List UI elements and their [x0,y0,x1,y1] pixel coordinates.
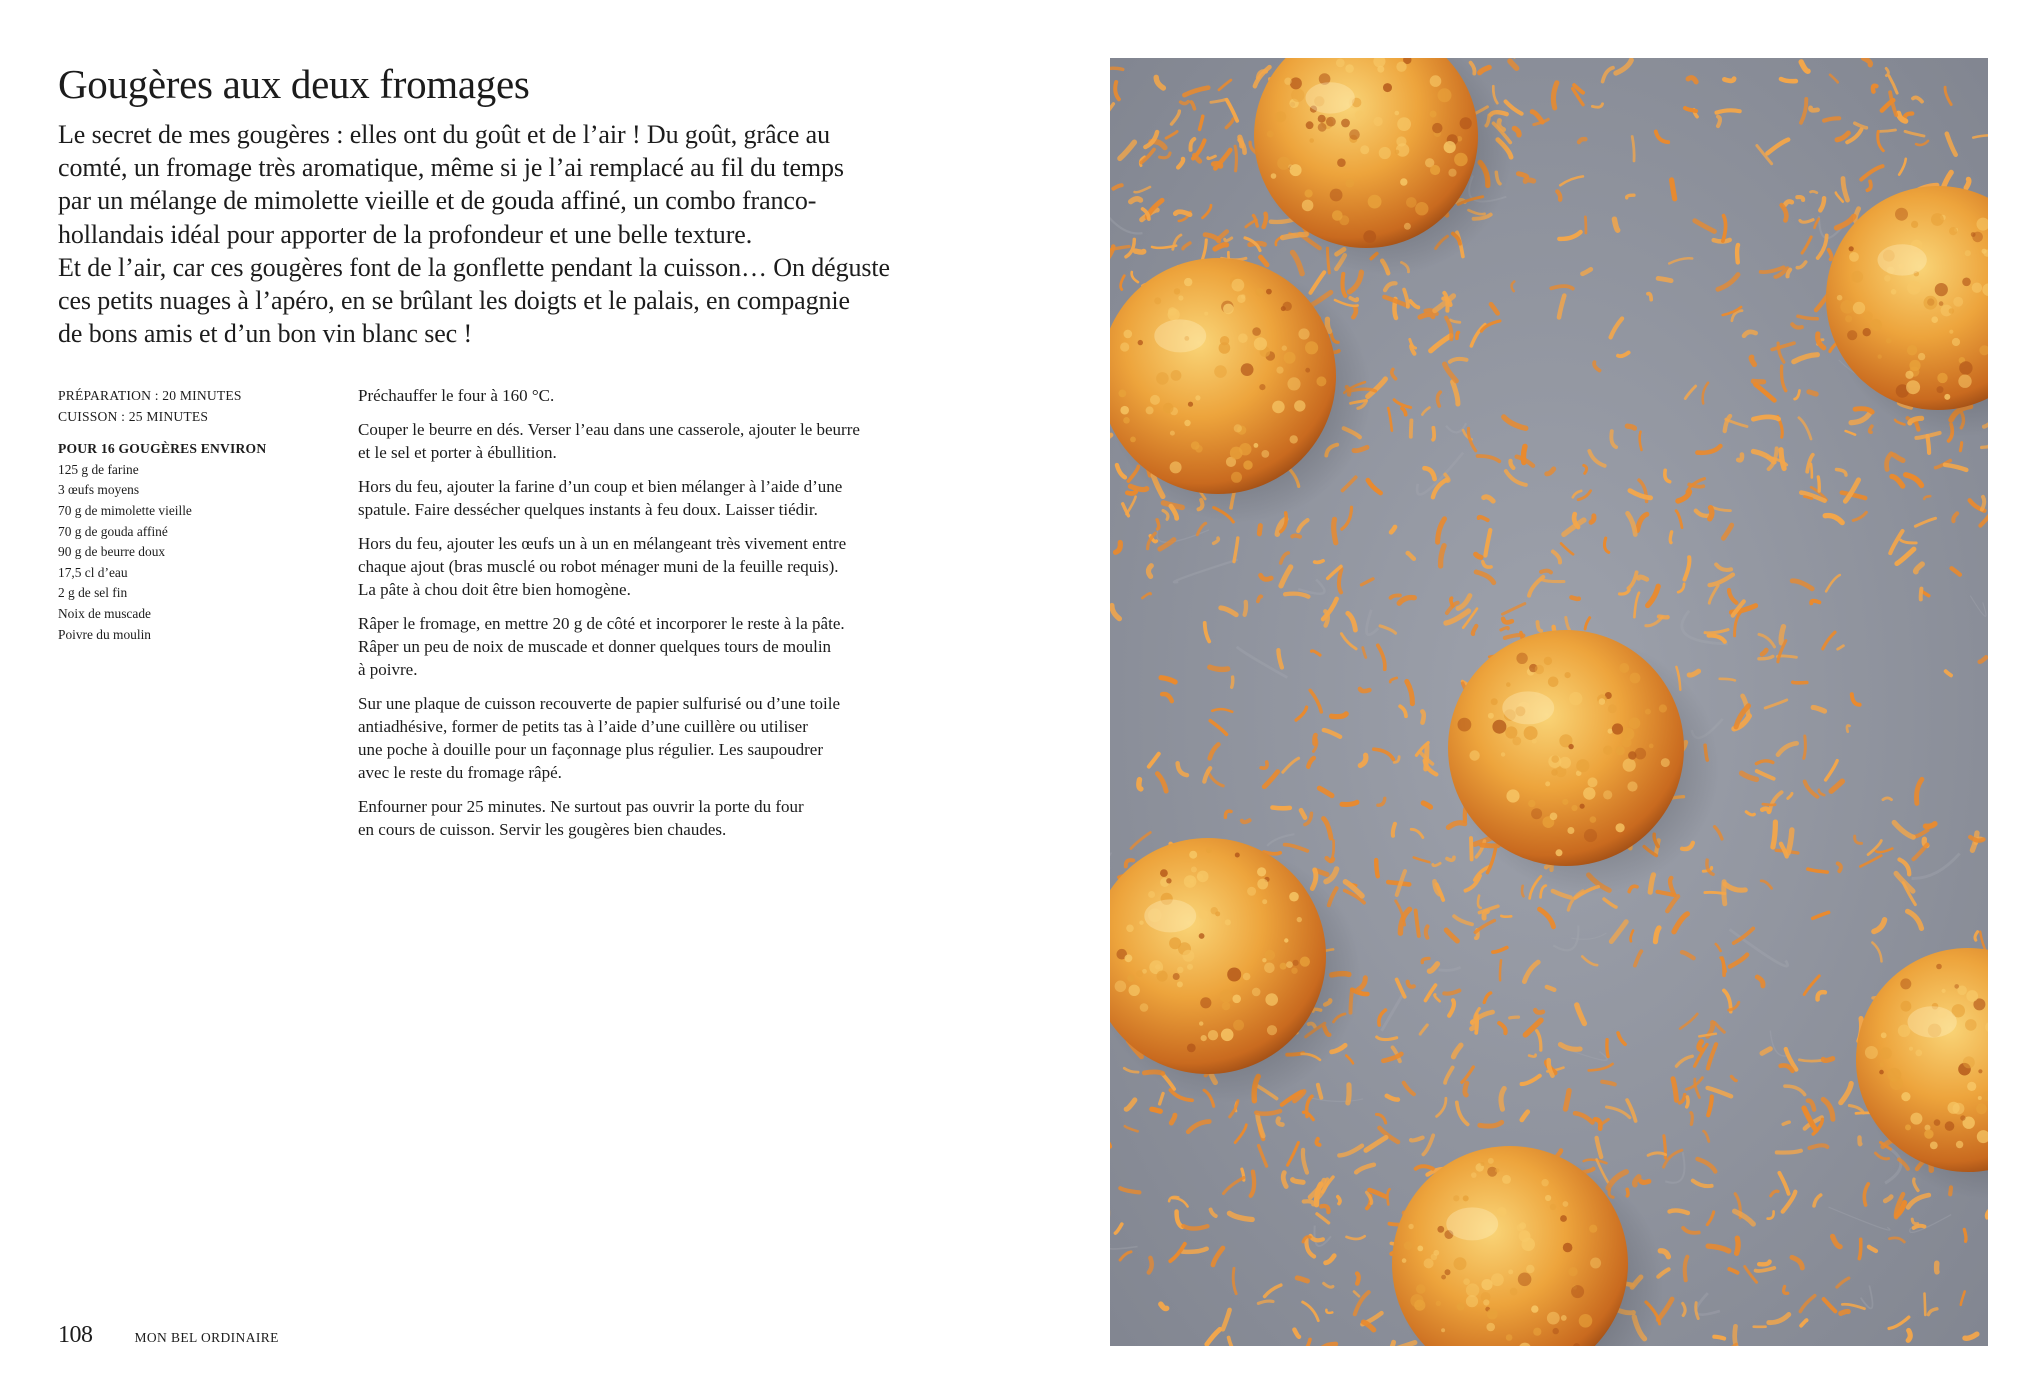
ingredient-item: 2 g de sel fin [58,585,128,601]
recipe-steps [358,384,958,852]
intro-line: Et de l’air, car ces gougères font de la gonflette pendant la cuisson… On déguste [58,252,890,282]
ingredient-item: 3 œufs moyens [58,482,140,498]
step-line: Couper le beurre en dés. Verser l’eau dans une casserole, ajouter le beurre [358,420,860,439]
step-line: à poivre. [358,660,418,679]
recipe-title: Gougères aux deux fromages [58,61,530,107]
step-line: une poche à douille pour un façonnage plus régulier. Les saupoudrer [358,740,823,759]
ingredient-item: 125 g de farine [58,461,139,477]
intro-line: comté, un fromage très aromatique, même si je l’ai remplacé au fil du temps [58,153,844,183]
intro-line: par un mélange de mimolette vieille et de gouda affiné, un combo franco- [58,186,817,216]
page-footer [58,1322,279,1352]
recipe-step [358,475,958,521]
step-line: La pâte à chou doit être bien homogène. [358,580,631,599]
step-line: Enfourner pour 25 minutes. Ne surtout pas ouvrir la porte du four [358,797,804,816]
recipe-step [358,384,958,407]
step-line: Préchauffer le four à 160 °C. [358,386,555,405]
intro-line: hollandais idéal pour apporter de la profondeur et une belle texture. [58,219,753,249]
ingredient-list [58,460,338,645]
page-number: 108 [58,1322,93,1348]
gougeres-photo-illustration [1110,58,1988,1346]
recipe-step [358,795,958,841]
recipe-meta [58,386,338,645]
step-line: Hors du feu, ajouter la farine d’un coup et bien mélanger à l’aide d’une [358,477,843,496]
ingredient-item: 70 g de mimolette vieille [58,502,192,518]
cooking-time: CUISSON : 25 MINUTES [58,408,209,424]
ingredient-item: 17,5 cl d’eau [58,564,128,580]
intro-line: ces petits nuages à l’apéro, en se brûlant les doigts et le palais, en compagnie [58,286,850,316]
recipe-step [358,532,958,601]
step-line: avec le reste du fromage râpé. [358,763,562,782]
preparation-time: PRÉPARATION : 20 MINUTES [58,388,242,403]
intro-line: de bons amis et d’un bon vin blanc sec ! [58,319,473,349]
recipe-step [358,418,958,464]
ingredient-item: Noix de muscade [58,605,151,621]
recipe-yield: POUR 16 GOUGÈRES ENVIRON [58,441,267,457]
gougeres-photo [1110,58,1988,1346]
recipe-step [358,612,958,681]
book-title: MON BEL ORDINAIRE [134,1330,279,1345]
step-line: antiadhésive, former de petits tas à l’aide d’une cuillère ou utiliser [358,717,808,736]
step-line: en cours de cuisson. Servir les gougères bien chaudes. [358,820,727,839]
intro-line: Le secret de mes gougères : elles ont du goût et de l’air ! Du goût, grâce au [58,120,831,149]
step-line: Sur une plaque de cuisson recouverte de papier sulfurisé ou d’une toile [358,694,840,713]
recipe-intro [58,118,958,350]
step-line: chaque ajout (bras musclé ou robot ménager muni de la feuille requis). [358,557,839,576]
ingredient-item: Poivre du moulin [58,626,151,642]
ingredient-item: 90 g de beurre doux [58,544,166,560]
step-line: et le sel et porter à ébullition. [358,443,557,462]
recipe-step [358,692,958,784]
step-line: Râper le fromage, en mettre 20 g de côté et incorporer le reste à la pâte. [358,614,845,633]
ingredient-item: 70 g de gouda affiné [58,523,168,539]
step-line: spatule. Faire dessécher quelques instants à feu doux. Laisser tiédir. [358,500,818,519]
step-line: Hors du feu, ajouter les œufs un à un en mélangeant très vivement entre [358,534,847,553]
step-line: Râper un peu de noix de muscade et donner quelques tours de moulin [358,637,832,656]
